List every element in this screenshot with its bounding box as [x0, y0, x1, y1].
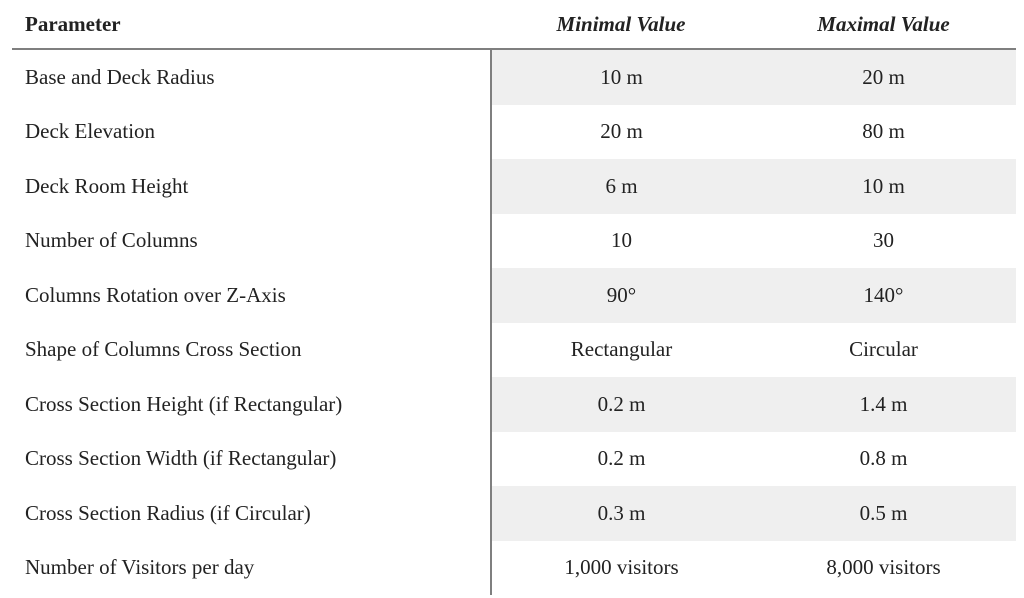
parameter-name: Deck Room Height — [12, 159, 491, 214]
header-parameter: Parameter — [12, 0, 491, 49]
minimal-value: 90° — [491, 268, 751, 323]
maximal-value: 80 m — [862, 119, 905, 144]
minimal-value: 6 m — [491, 159, 751, 214]
table-row — [12, 432, 1016, 487]
table-row — [12, 214, 1016, 269]
parameter-name: Cross Section Width (if Rectangular) — [12, 432, 491, 487]
table-row — [12, 159, 1016, 214]
table-row — [12, 323, 1016, 378]
table-row — [12, 268, 1016, 323]
minimal-value: 10 m — [491, 49, 751, 105]
minimal-value: Rectangular — [570, 337, 673, 362]
parameter-name: Columns Rotation over Z-Axis — [12, 268, 491, 323]
table-row — [12, 105, 1016, 160]
maximal-value: 10 m — [751, 159, 1016, 214]
table-row — [12, 49, 1016, 105]
table-header — [12, 0, 1016, 49]
parameter-name: Number of Columns — [12, 214, 491, 269]
minimal-value: 0.2 m — [597, 446, 646, 471]
header-row — [12, 0, 1016, 49]
maximal-value: Circular — [849, 337, 918, 362]
minimal-value: 20 m — [600, 119, 643, 144]
parameter-name: Cross Section Height (if Rectangular) — [12, 377, 491, 432]
header-minimal-value: Minimal Value — [491, 0, 751, 49]
parameter-name: Cross Section Radius (if Circular) — [12, 486, 491, 541]
maximal-value: 20 m — [751, 49, 1016, 105]
parameter-name: Shape of Columns Cross Section — [12, 323, 491, 378]
table-row — [12, 486, 1016, 541]
minimal-value: 0.3 m — [491, 486, 751, 541]
maximal-value: 0.5 m — [751, 486, 1016, 541]
parameter-name: Base and Deck Radius — [12, 49, 491, 105]
maximal-value: 8,000 visitors — [826, 555, 941, 580]
minimal-value: 0.2 m — [491, 377, 751, 432]
maximal-value: 140° — [751, 268, 1016, 323]
table-row — [12, 377, 1016, 432]
table-body — [12, 49, 1016, 595]
minimal-value: 10 — [611, 228, 632, 253]
minimal-value: 1,000 visitors — [564, 555, 679, 580]
parameter-name: Number of Visitors per day — [12, 541, 491, 596]
header-maximal-value: Maximal Value — [751, 0, 1016, 49]
table-row — [12, 541, 1016, 596]
maximal-value: 30 — [873, 228, 894, 253]
parameter-name: Deck Elevation — [12, 105, 491, 160]
maximal-value: 0.8 m — [859, 446, 908, 471]
maximal-value: 1.4 m — [751, 377, 1016, 432]
parameter-table — [12, 0, 1016, 595]
